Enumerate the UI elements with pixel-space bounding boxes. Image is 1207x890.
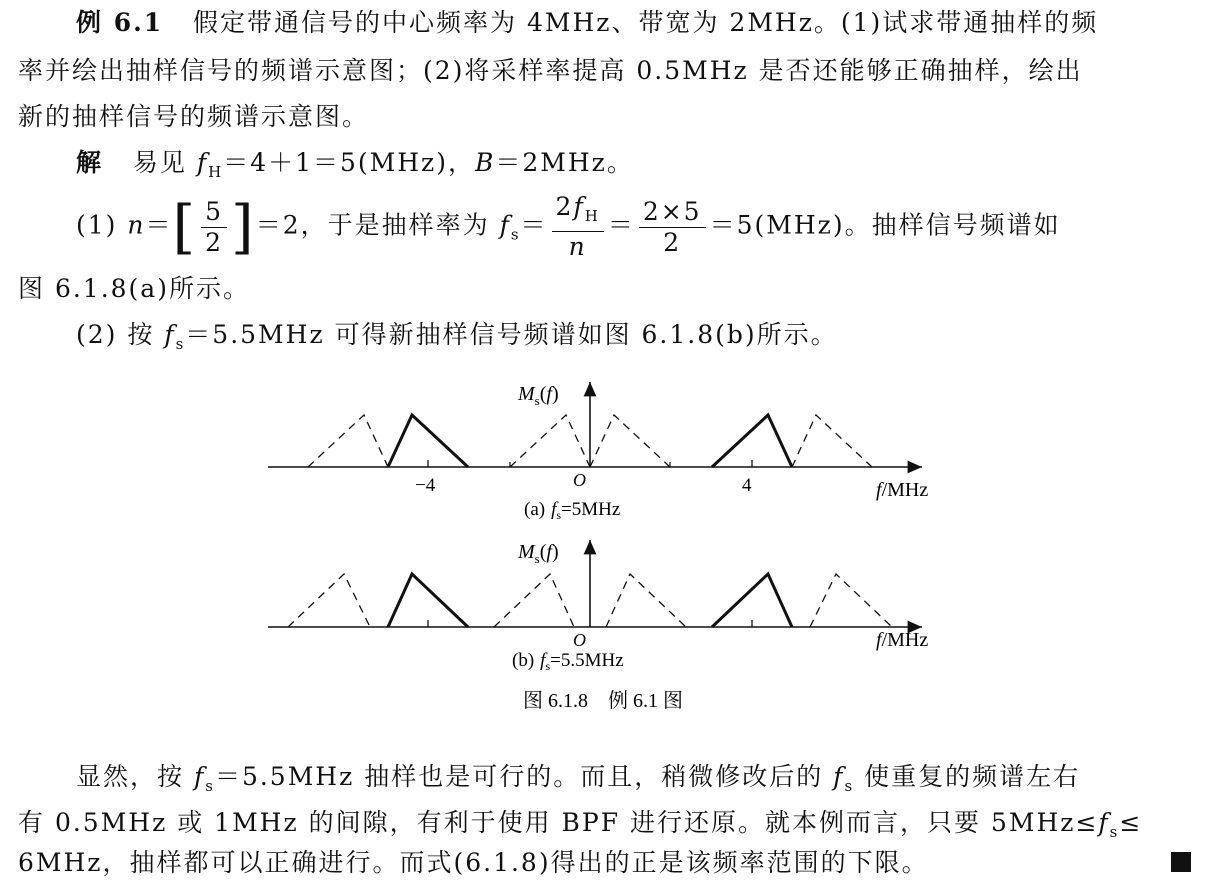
example-label: 例 6.1 — [76, 8, 164, 37]
origin-label-a: O — [573, 470, 586, 490]
replica-triangle-b2 — [494, 574, 574, 627]
replica-triangle-a3 — [590, 415, 670, 467]
figure-caption: 图 6.1.8 例 6.1 图 — [523, 690, 683, 712]
fh-sub: H — [208, 163, 224, 181]
x-label-b: f/MHz — [876, 629, 929, 651]
problem-line-1 — [76, 6, 1098, 40]
frac3-num: 2×5 — [639, 197, 706, 228]
eq-sign-2: ＝ — [520, 210, 548, 240]
original-spectrum-neg-a — [388, 415, 468, 467]
part2-prefix: (2) 按 — [76, 320, 155, 349]
original-spectrum-pos-b — [712, 574, 792, 627]
fh-equation: ＝4＋1＝5(MHz)， — [223, 148, 475, 177]
problem-line-3 — [18, 100, 369, 134]
solution-line-4: (2) 按 $f_s=5.5MHz$ 可得新抽样信号频谱如图 6.1.8(b)所示。 — [76, 320, 838, 353]
fraction-2x5-2 — [639, 197, 706, 258]
replica-triangle-b3 — [606, 574, 686, 627]
conclusion-line-2: 有 0.5MHz 或 1MHz 的间隙，有利于使用 BPF 进行还原。就本例而言，只要 $5MHz\le f_s\le$ — [18, 808, 1143, 841]
part1-line2: 图 6.1.8(a)所示。 — [18, 274, 250, 303]
solution-line-2: (1) n＝[ $\frac{5}{2}$ ]＝2，于是抽样率为 $f_s=$ $\frac{2f_H}{n}$ ＝ $\frac{2\times 5}{2}$ ＝5(MHz)。抽样信号频谱如 — [76, 192, 1061, 261]
frac2-num: 2 — [555, 192, 574, 221]
fs-sub: s — [510, 225, 521, 244]
replica-triangle-a2 — [510, 415, 590, 467]
tick-label-pos4: 4 — [742, 475, 752, 496]
frac3-den: 2 — [663, 227, 682, 257]
spectrum-figure — [0, 370, 1207, 730]
problem-line-2 — [18, 54, 1083, 88]
frac1-num: 5 — [201, 197, 227, 228]
b-equation: ＝2MHz。 — [495, 148, 634, 177]
conclusion-line-1: 显然，按 $f_s=5.5MHz$ 抽样也是可行的。而且，稍微修改后的 $f_s$ 使重复的频谱左右 — [76, 762, 1081, 795]
fraction-2fh-n: $\frac{2f_H}{n}$ — [552, 192, 604, 262]
replica-triangle-b4 — [810, 574, 892, 627]
panel-a — [268, 382, 928, 522]
solution-line-1 — [76, 146, 634, 189]
problem-text-1: 假定带通信号的中心频率为 4MHz、带宽为 2MHz。(1)试求带通抽样的频 — [193, 8, 1099, 37]
replica-triangle-a1 — [308, 415, 388, 467]
part1-tail: ＝5(MHz)。抽样信号频谱如 — [709, 210, 1061, 240]
conclusion-line-3: 6MHz，抽样都可以正确进行。而式(6.1.8)得出的正是该频率范围的下限。 — [18, 848, 929, 877]
replica-triangle-a4 — [792, 415, 872, 467]
end-of-proof-mark — [1171, 852, 1191, 872]
eq-sign: ＝ — [145, 210, 173, 240]
y-label-b: $M_s(f)$ — [518, 541, 559, 566]
part2-text: ＝5.5MHz 可得新抽样信号频谱如图 6.1.8(b)所示。 — [185, 320, 838, 349]
n-symbol: n — [127, 210, 146, 240]
problem-text-3: 新的抽样信号的频谱示意图。 — [18, 102, 370, 131]
replica-triangle-b1 — [288, 574, 370, 627]
solution-label: 解 — [76, 148, 104, 177]
right-bracket: ] — [231, 193, 256, 261]
original-spectrum-pos-a — [712, 415, 792, 467]
x-label-a: f/MHz — [876, 479, 929, 501]
original-spectrum-neg-b — [388, 574, 468, 627]
fs-symbol: f — [499, 210, 511, 240]
left-bracket: [ — [172, 193, 198, 261]
problem-text-2: 率并绘出抽样信号的频谱示意图；(2)将采样率提高 0.5MHz 是否还能够正确抽样，绘出 — [18, 56, 1083, 85]
fraction-5-2 — [201, 197, 227, 258]
frac2-den: n — [568, 232, 587, 261]
part1-prefix: (1) — [76, 210, 118, 240]
tick-label-neg4: −4 — [415, 475, 436, 496]
caption-a: (a) $f_s=5MHz$ — [524, 499, 621, 522]
caption-b: (b) $f_s=5.5MHz$ — [512, 650, 624, 673]
origin-label-b: O — [573, 630, 586, 650]
part1-mid: ＝2，于是抽样率为 — [255, 210, 490, 240]
fh-symbol: f — [196, 148, 209, 177]
b-symbol: B — [474, 148, 496, 177]
panel-b — [268, 540, 928, 673]
solution-line-3 — [18, 272, 250, 306]
frac1-den: 2 — [205, 227, 224, 257]
y-label-a: $M_s(f)$ — [518, 383, 559, 408]
solution-intro: 易见 — [132, 148, 187, 177]
